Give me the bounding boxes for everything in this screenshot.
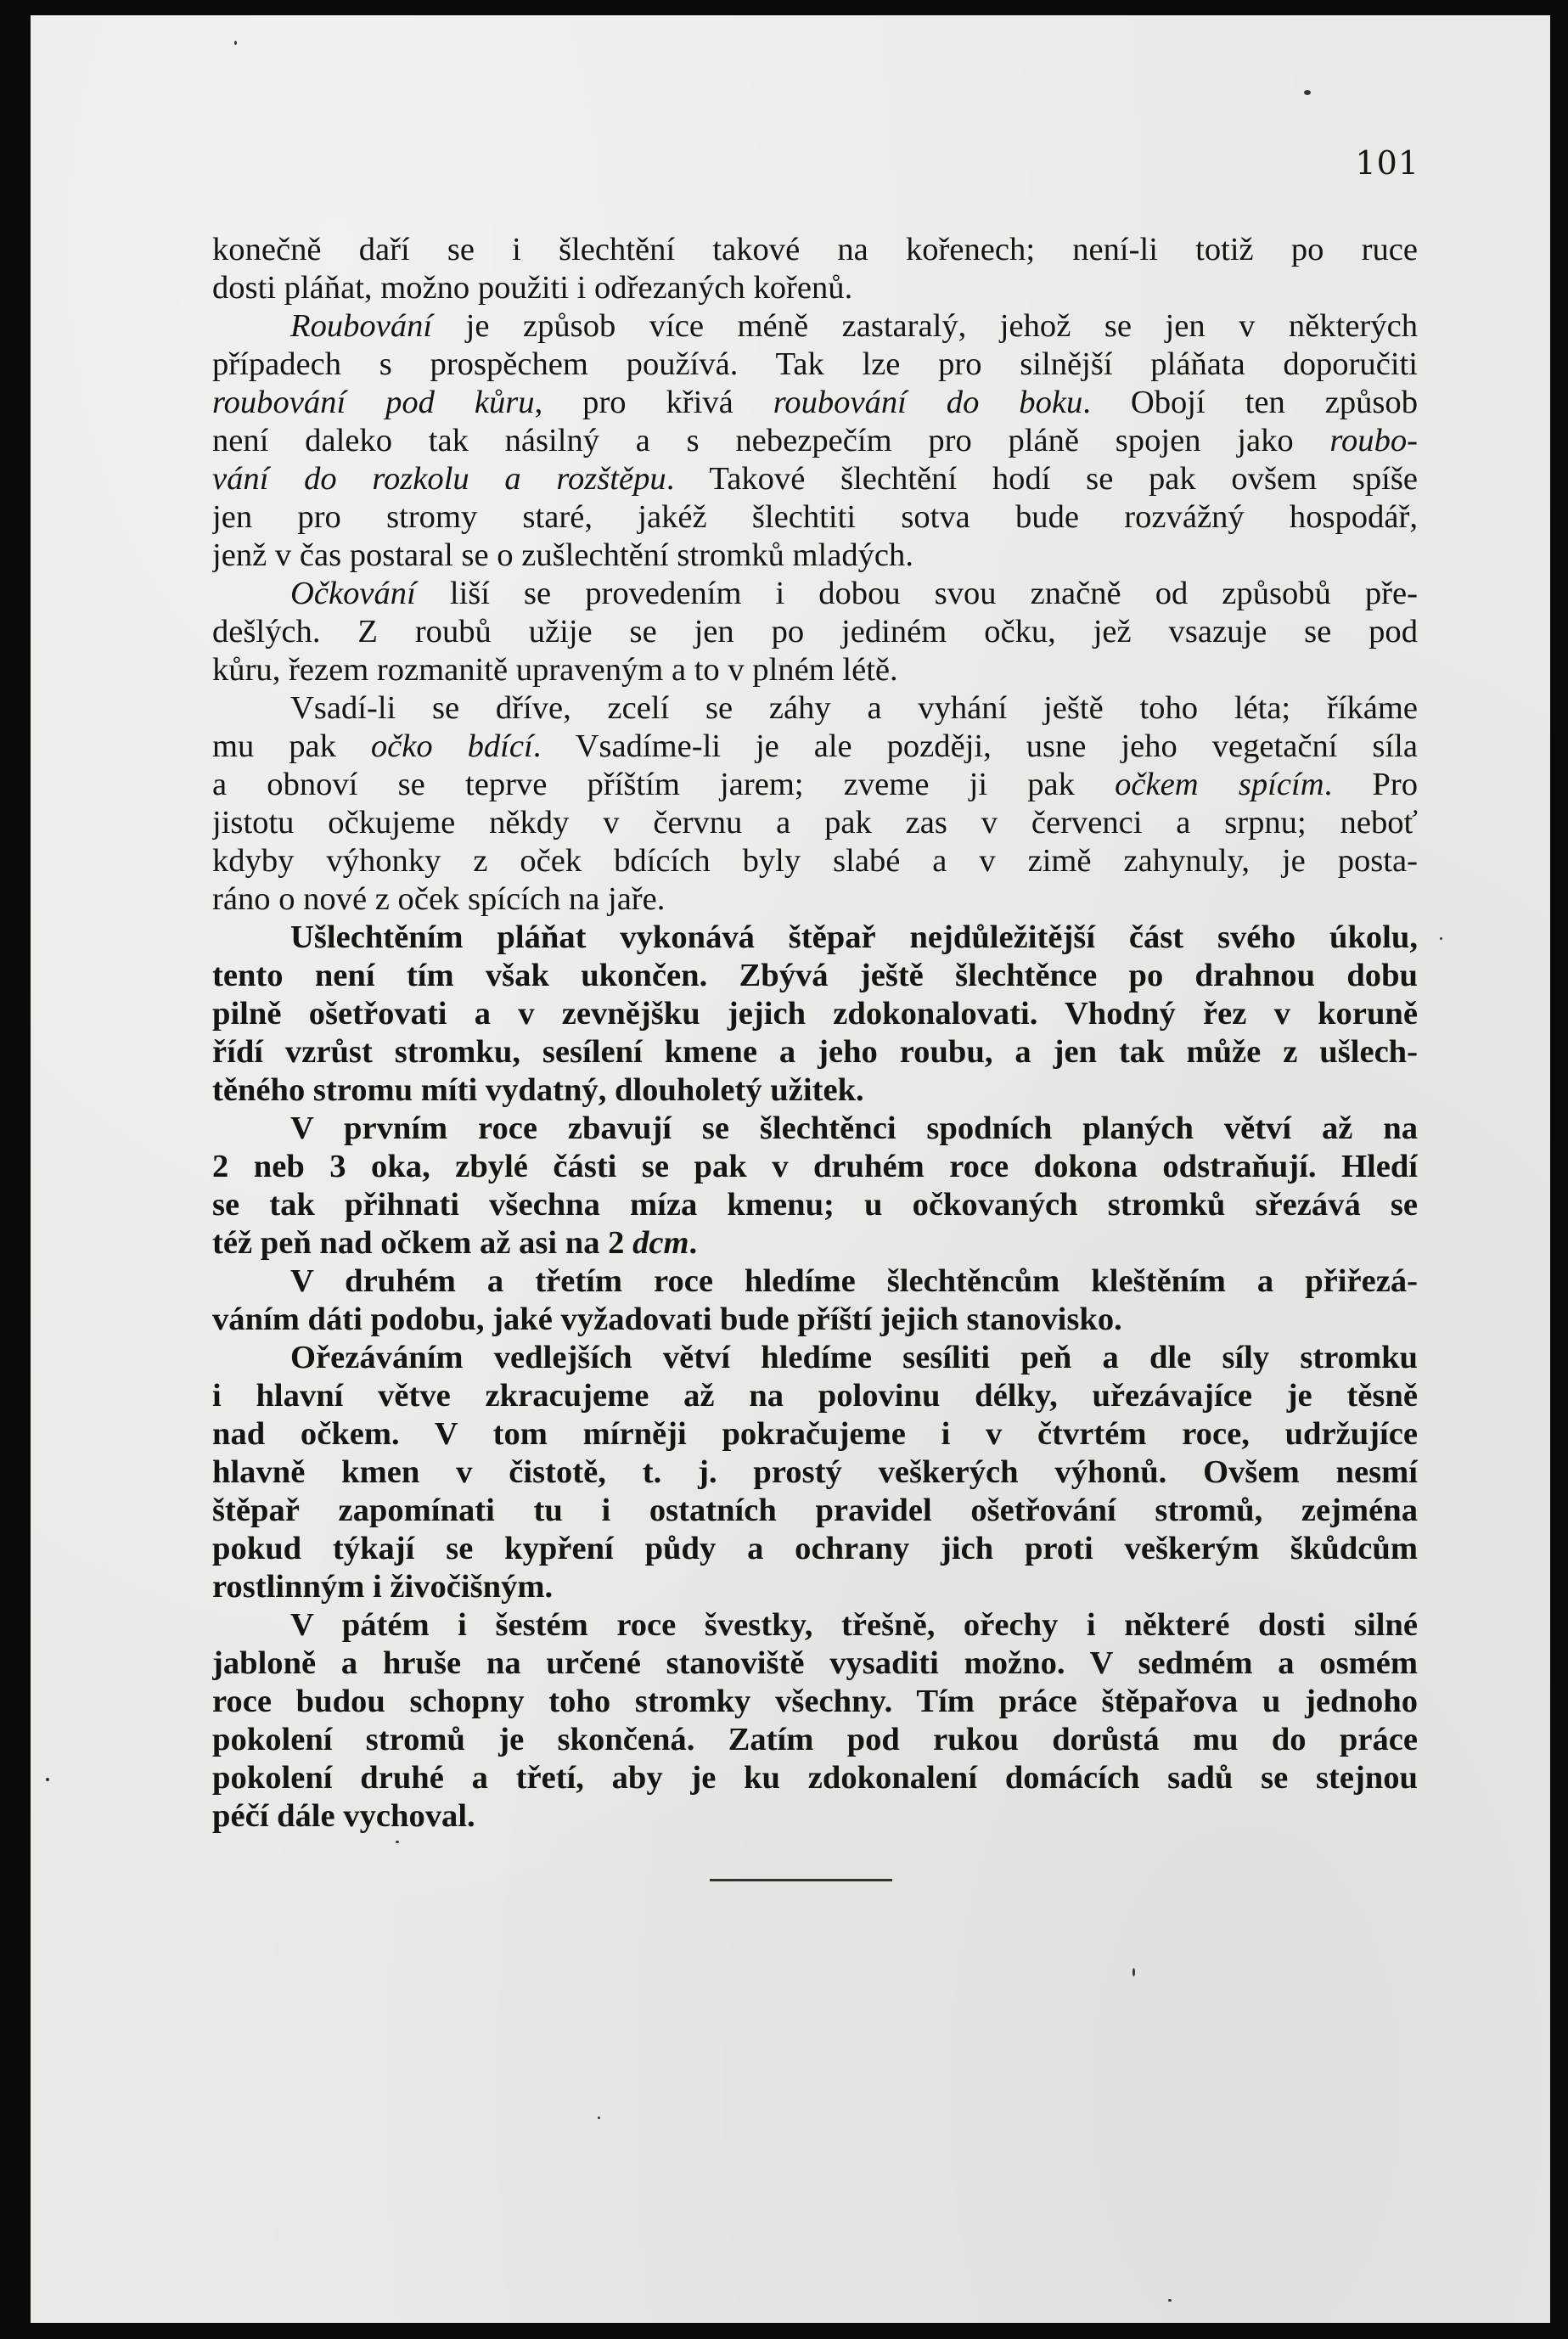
text-line: jen pro stromy staré, jakéž šlechtiti sotva bude rozvážný hospodář, <box>212 499 1418 535</box>
term-roubovani: Roubování <box>290 308 433 344</box>
term-rozkol-rozstep: vání do rozkolu a rozštěpu <box>212 461 666 497</box>
text-line: pokolení stromů je skončená. Zatím pod rukou dorůstá mu do práce <box>212 1722 1418 1757</box>
paragraph-orezavanim: Ořezáváním vedlejších větví hledíme sesíliti peň a dle síly stromku <box>290 1340 1418 1375</box>
text-line: nad očkem. V tom mírněji pokračujeme i v čtvrtém roce, udržujíce <box>212 1416 1418 1452</box>
text-line: a obnoví se teprve příštím jarem; zveme ji pak očkem spícím. Pro <box>212 767 1418 802</box>
paragraph-ockovani: Očkování liší se provedením i dobou svou značně od způsobů pře- <box>290 576 1418 611</box>
term-ockovani: Očkování <box>290 576 416 611</box>
text-line: pilně ošetřovati a v zevnějšku jejich zdokonalovati. Vhodný řez v koruně <box>212 996 1418 1032</box>
paragraph-druhy-rok: V druhém a třetím roce hledíme šlechtěncům kleštěním a přiřezá- <box>290 1263 1418 1299</box>
paragraph-vsadi: Vsadí-li se dříve, zcelí se záhy a vyhání ještě toho léta; říkáme <box>290 690 1418 726</box>
text-line: kůru, řezem rozmanitě upraveným a to v plném létě. <box>212 652 898 688</box>
print-speck <box>46 1778 49 1781</box>
text-line: roubování pod kůru, pro křivá roubování do boku. Obojí ten způsob <box>212 385 1418 420</box>
text-line: těného stromu míti vydatný, dlouholetý užitek. <box>212 1072 864 1108</box>
term-ocko-bdici: očko bdící <box>370 728 533 764</box>
text-line: není daleko tak násilný a s nebezpečím pro pláně spojen jako roubo- <box>212 423 1418 458</box>
text-line: roce budou schopny toho stromky všechny. Tím práce štěpařova u jednoho <box>212 1684 1418 1719</box>
text-line: pokolení druhé a třetí, aby je ku zdokonalení domácích sadů se stejnou <box>212 1760 1418 1796</box>
print-speck <box>1132 1968 1135 1976</box>
paragraph-roubovani: Roubování je způsob více méně zastaralý, jehož se jen v některých <box>290 308 1418 344</box>
text-line: se tak přihnati všechna míza kmenu; u očkovaných stromků sřezává se <box>212 1187 1418 1223</box>
print-speck <box>1440 937 1442 940</box>
text-line: mu pak očko bdící. Vsadíme-li je ale později, usne jeho vegetační síla <box>212 728 1418 764</box>
text-line: kdyby výhonky z oček bdících byly slabé a v zimě zahynuly, je posta- <box>212 843 1418 879</box>
paragraph-prvni-rok: V prvním roce zbavují se šlechtěnci spodních planých větví až na <box>290 1110 1418 1146</box>
text-line: rostlinným i živočišným. <box>212 1569 554 1605</box>
text-line: též peň nad očkem až asi na 2 dcm. <box>212 1225 698 1261</box>
term-ockem-spicim: očkem spícím <box>1115 767 1324 802</box>
paragraph-paty-rok: V pátém i šestém roce švestky, třešně, ořechy i některé dosti silné <box>290 1607 1418 1643</box>
text-line: štěpař zapomínati tu i ostatních pravidel ošetřování stromů, zejména <box>212 1493 1418 1528</box>
print-speck <box>396 1841 399 1843</box>
text-line: jabloně a hruše na určené stanoviště vysaditi možno. V sedmém a osmém <box>212 1645 1418 1681</box>
term-roubovani-do-boku: roubování do boku <box>773 385 1083 420</box>
text-line: pokud týkají se kypření půdy a ochrany jich proti veškerým škůdcům <box>212 1531 1418 1566</box>
print-speck <box>234 41 237 45</box>
text-line: péčí dále vychoval. <box>212 1798 475 1834</box>
text-line: i hlavní větve zkracujeme až na polovinu délky, uřezávajíce je těsně <box>212 1378 1418 1414</box>
text-line: tento není tím však ukončen. Zbývá ještě šlechtěnce po drahnou dobu <box>212 958 1418 993</box>
end-rule <box>710 1879 892 1881</box>
unit-dcm: dcm <box>632 1225 689 1261</box>
text-line: dešlých. Z roubů užije se jen po jediném očku, jež vsazuje se pod <box>212 614 1418 649</box>
body-text <box>212 231 1418 1836</box>
text-line: ráno o nové z oček spících na jaře. <box>212 881 666 917</box>
print-speck <box>1168 2299 1172 2302</box>
paragraph-uslechtenim: Ušlechtěním pláňat vykonává štěpař nejdůležitější část svého úkolu, <box>290 919 1418 955</box>
book-page <box>31 15 1550 2323</box>
text-line: případech s prospěchem používá. Tak lze pro silnější pláňata doporučiti <box>212 346 1418 382</box>
text-line: jistotu očkujeme někdy v červnu a pak zas v červenci a srpnu; neboť <box>212 805 1418 841</box>
print-speck <box>598 2117 600 2119</box>
text-line: konečně daří se i šlechtění takové na kořenech; není-li totiž po ruce <box>212 232 1418 267</box>
text-line: dosti pláňat, možno použiti i odřezaných kořenů. <box>212 270 853 306</box>
text-line: váním dáti podobu, jaké vyžadovati bude příští jejich stanovisko. <box>212 1302 1122 1337</box>
text-line: jenž v čas postaral se o zušlechtění stromků mladých. <box>212 537 913 573</box>
text-line: hlavně kmen v čistotě, t. j. prostý veškerých výhonů. Ovšem nesmí <box>212 1454 1418 1490</box>
text-line: řídí vzrůst stromku, sesílení kmene a jeho roubu, a jen tak může z ušlech- <box>212 1034 1418 1070</box>
text-line: 2 neb 3 oka, zbylé části se pak v druhém roce dokona odstraňují. Hledí <box>212 1149 1418 1184</box>
term-roubovani-pod-kuru: roubování pod kůru <box>212 385 535 420</box>
page-number: 101 <box>1355 144 1419 182</box>
text-line: vání do rozkolu a rozštěpu. Takové šlechtění hodí se pak ovšem spíše <box>212 461 1418 497</box>
print-speck <box>1304 90 1311 95</box>
